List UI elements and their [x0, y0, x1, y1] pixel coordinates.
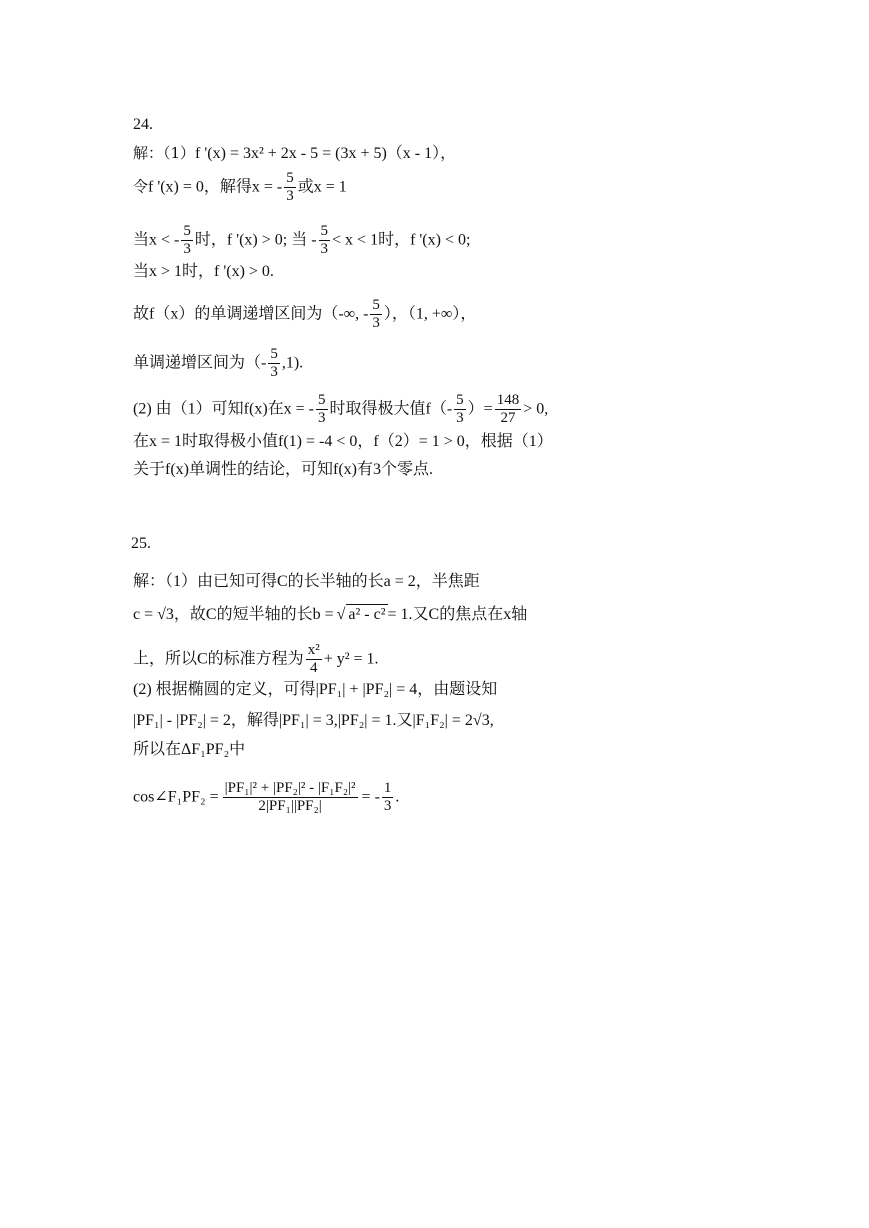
q24-line-7: (2) 由（1）可知f(x)在x = - $\frac{5}{3}$ 时取得极大值f（- $\frac{5}{3}$ ）= $\frac{148}{27}$ > 0,: [133, 392, 549, 426]
q24-line-5: 故f（x）的单调递增区间为（-∞, - $\frac{5}{3}$ ），（1, +∞），: [133, 297, 477, 331]
q24-line-1: 解：（1）f '(x) = 3x² + 2x - 5 = (3x + 5)（x - 1），: [133, 144, 457, 162]
q25-number: 25.: [131, 535, 151, 552]
radical-a2-c2: a² - c²: [348, 606, 386, 623]
q24-line-2: 令f '(x) = 0，解得x = - $\frac{5}{3}$ 或x = 1: [133, 170, 347, 204]
q25-line-6: 所以在ΔF₁PF₂中: [133, 741, 246, 758]
fraction-x2-4: $\frac{\text{x²}}{4}$: [307, 642, 320, 676]
q25-line-1: 解：（1）由已知可得C的长半轴的长a = 2，半焦距: [133, 573, 480, 590]
q24-line-4: 当x > 1时，f '(x) > 0.: [133, 263, 274, 280]
q24-line-6: 单调递增区间为（- $\frac{5}{3}$ ,1).: [133, 346, 304, 380]
q24-line-8: 在x = 1时取得极小值f(1) = -4 < 0，f（2）= 1 > 0，根据（1）: [133, 433, 553, 450]
q25-line-7: cos∠F₁PF₂ = $\frac{\text{|PF₁|² + |PF₂|² - |F₁F₂|²}}{\text{2|PF₁||PF₂|}}$ = - $\frac{1}{3}$ .: [133, 780, 400, 814]
q24-line-9: 关于f(x)单调性的结论，可知f(x)有3个零点.: [133, 461, 433, 478]
fraction-148-27: $\frac{148}{27}$: [496, 392, 520, 426]
q24-line-3: 当x < - $\frac{5}{3}$ 时，f '(x) > 0; 当 - $\frac{5}{3}$ < x < 1时，f '(x) < 0;: [133, 223, 471, 257]
fraction-5-3: $\frac{5}{3}$: [286, 170, 294, 204]
q25-line-2: c = √3，故C的短半轴的长b = √ a² - c² = 1.又C的焦点在x轴: [133, 606, 528, 623]
fraction-cosine: $\frac{\text{|PF₁|² + |PF₂|² - |F₁F₂|²}}{\text{2|PF₁||PF₂|}}$: [224, 780, 356, 814]
q25-line-4: (2) 根据椭圆的定义，可得|PF₁| + |PF₂| = 4，由题设知: [133, 681, 498, 698]
fraction-1-3: $\frac{1}{3}$: [383, 780, 392, 814]
fraction-5-3: $\frac{5}{3}$: [372, 297, 380, 331]
fraction-5-3: $\frac{5}{3}$: [320, 223, 329, 257]
q25-line-3: 上，所以C的标准方程为 $\frac{\text{x²}}{4}$ + y² = 1.: [133, 642, 379, 676]
q25-line-5: |PF₁| - |PF₂| = 2，解得|PF₁| = 3,|PF₂| = 1.又|F₁F₂| = 2√3,: [133, 712, 494, 729]
fraction-5-3: $\frac{5}{3}$: [456, 392, 464, 426]
q24-number: 24.: [133, 116, 153, 133]
fraction-5-3: $\frac{5}{3}$: [270, 346, 278, 380]
fraction-5-3: $\frac{5}{3}$: [183, 223, 191, 257]
fraction-5-3: $\frac{5}{3}$: [318, 392, 326, 426]
